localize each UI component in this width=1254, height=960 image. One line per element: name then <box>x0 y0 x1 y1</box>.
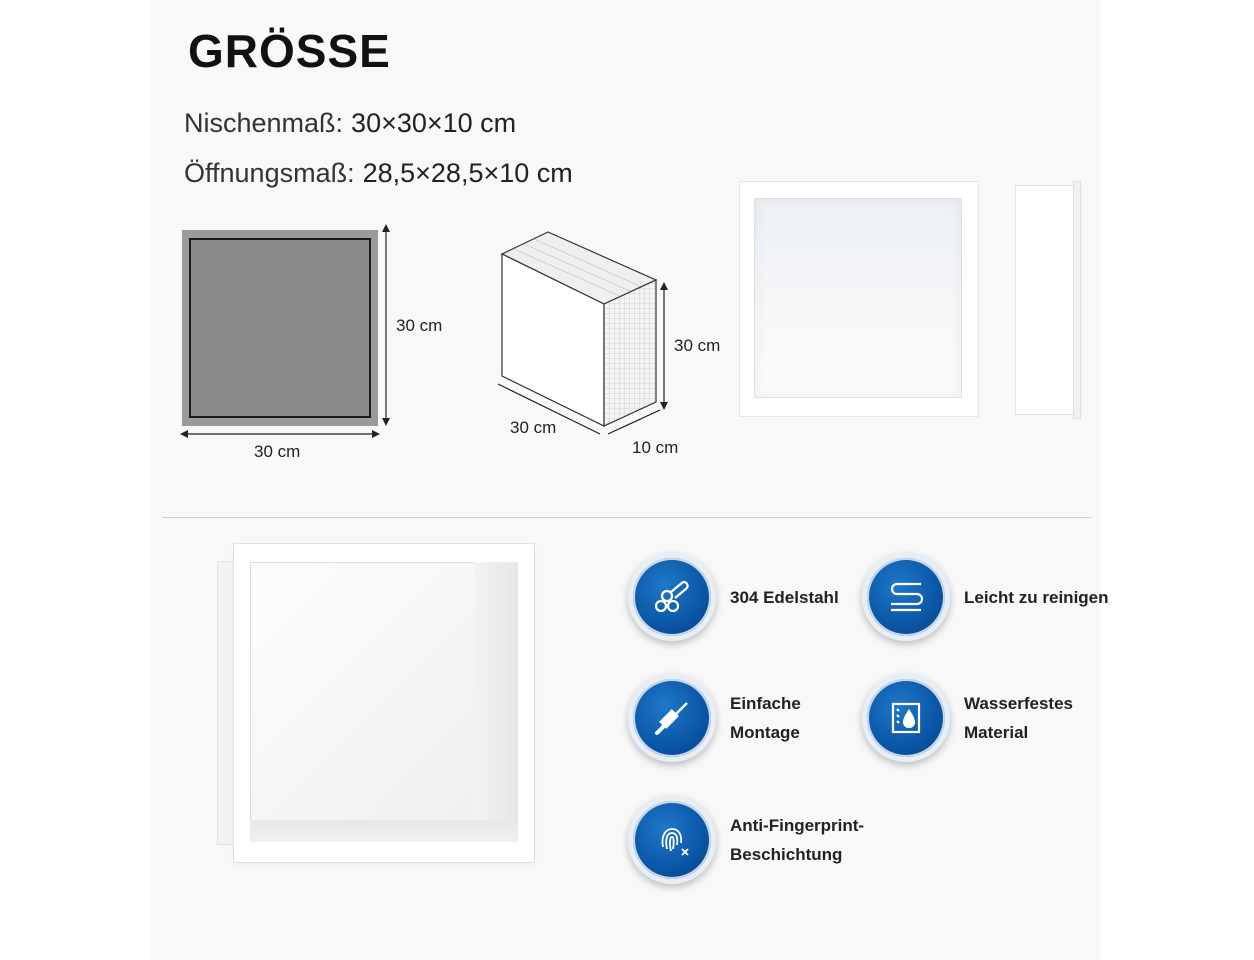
front-width-label: 30 cm <box>254 442 301 461</box>
product-front-image <box>740 182 978 416</box>
product-side-image <box>1016 186 1074 414</box>
product-front-inner <box>754 198 962 398</box>
section-divider <box>162 517 1092 518</box>
pipes-icon <box>628 553 716 641</box>
arrow-head-icon <box>382 418 390 426</box>
feature-line: 304 Edelstahl <box>730 587 839 607</box>
iso-view-drawing <box>494 228 674 444</box>
front-view-opening <box>190 239 370 417</box>
screwdriver-icon <box>628 674 716 762</box>
page-title: GRÖSSE <box>188 25 391 77</box>
product-side-flange <box>1074 182 1080 418</box>
feature-stainless-steel <box>628 553 839 641</box>
spec-niche-size <box>184 108 516 139</box>
product-large-frame <box>234 544 534 862</box>
front-height-label: 30 cm <box>396 316 443 335</box>
cleaning-cloth-icon <box>862 553 950 641</box>
feature-label <box>964 583 1109 612</box>
iso-height-label: 30 cm <box>674 336 721 355</box>
product-large-inner-floor <box>250 820 518 842</box>
feature-anti-fingerprint <box>628 796 864 884</box>
iso-side-face <box>604 280 656 426</box>
iso-width-label: 30 cm <box>510 418 557 437</box>
feature-line: Wasserfestes <box>964 694 1073 713</box>
feature-line: Leicht zu reinigen <box>964 587 1109 607</box>
spec-value: 30×30×10 cm <box>351 108 517 138</box>
product-large-inner-wall <box>474 562 518 842</box>
feature-label <box>730 811 864 869</box>
spec-opening-size <box>184 158 573 189</box>
feature-label <box>964 689 1073 747</box>
arrow-head-icon <box>382 224 390 232</box>
arrow-head-icon <box>660 282 668 290</box>
iso-depth-label: 10 cm <box>632 438 679 457</box>
product-large-image <box>218 544 536 862</box>
feature-line: Anti-Fingerprint- <box>730 816 865 835</box>
front-view-drawing <box>176 222 406 444</box>
spec-value: 28,5×28,5×10 cm <box>362 158 573 188</box>
feature-label <box>730 689 801 747</box>
product-large-inner <box>250 562 518 842</box>
feature-line: Montage <box>730 723 800 742</box>
feature-waterproof <box>862 674 1073 762</box>
water-drop-panel-icon <box>862 674 950 762</box>
feature-easy-clean <box>862 553 1109 641</box>
feature-line: Einfache <box>730 694 801 713</box>
spec-label: Nischenmaß: <box>184 108 344 138</box>
feature-label <box>730 583 839 612</box>
fingerprint-icon <box>628 796 716 884</box>
feature-line: Material <box>964 723 1029 742</box>
arrow-head-icon <box>180 430 188 438</box>
feature-line: Beschichtung <box>730 845 843 864</box>
arrow-head-icon <box>660 402 668 410</box>
feature-easy-mounting <box>628 674 801 762</box>
arrow-head-icon <box>372 430 380 438</box>
spec-label: Öffnungsmaß: <box>184 158 355 188</box>
